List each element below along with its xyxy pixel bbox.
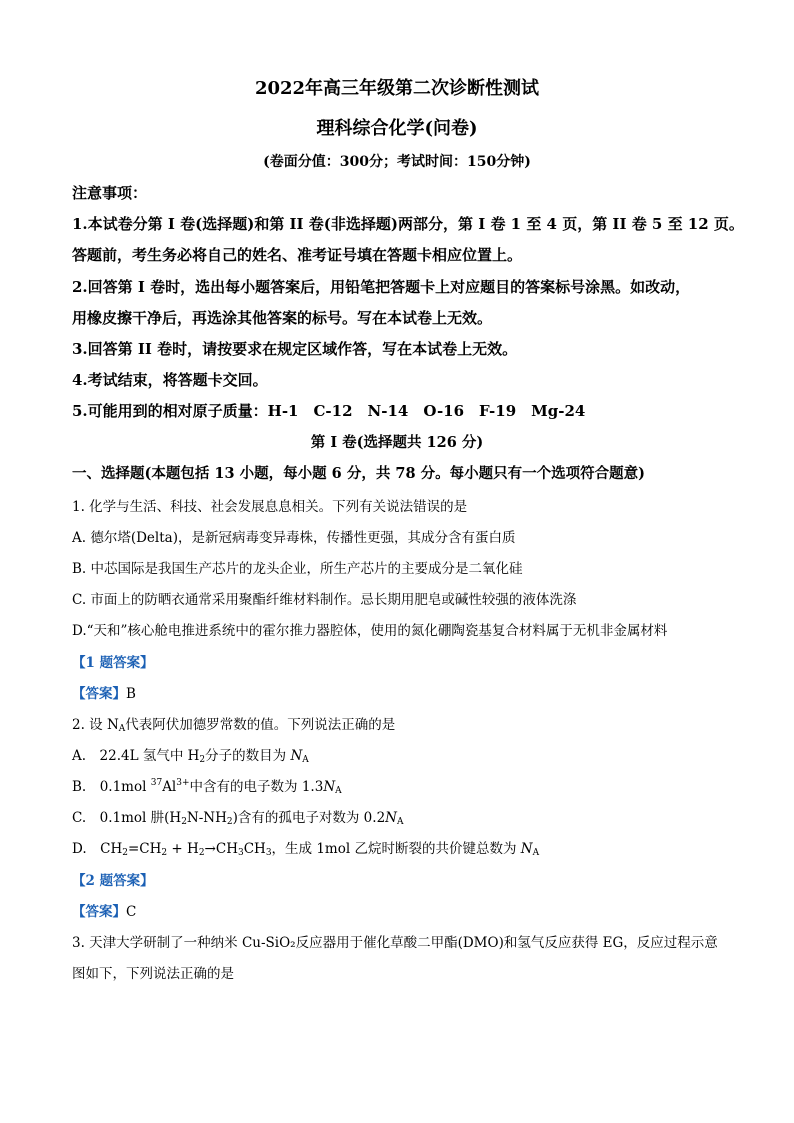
q1-option-b: B. 中芯国际是我国生产芯片的龙头企业，所生产芯片的主要成分是二氧化硅	[72, 561, 523, 577]
q2-answer-heading: 【2 题答案】	[72, 873, 154, 889]
q3-stem-line-1: 3. 天津大学研制了一种纳米 Cu-SiO₂反应器用于催化草酸二甲酯(DMO)和氢气反应获得 EG，反应过程示意	[72, 935, 718, 951]
q2-option-a: A. 22.4L 氢气中 $H_2$分子的数目为 $N_A$	[72, 748, 309, 765]
q3-stem-line-2: 图如下，下列说法正确的是	[72, 966, 234, 982]
q2-option-d: D. $CH_2=CH_2 + H_2\to CH_3CH_3$，生成 1mol 乙烷时断裂的共价键总数为 $N_A$	[72, 841, 540, 858]
notice-line-1b: 答题前，考生务必将自己的姓名、准考证号填在答题卡相应位置上。	[72, 246, 523, 264]
q1-option-c: C. 市面上的防晒衣通常采用聚酯纤维材料制作。忌长期用肥皂或碱性较强的液体洗涤	[72, 592, 577, 608]
q1-answer-tag: 【答案】	[72, 686, 126, 702]
q2-stem: 2. 设 $N_A$代表阿伏加德罗常数的值。下列说法正确的是	[72, 717, 396, 734]
q2-answer	[72, 900, 136, 920]
part-title: 第 I 卷(选择题共 126 分)	[310, 434, 484, 451]
section-heading: 一、选择题(本题包括 13 小题，每小题 6 分，共 78 分。每小题只有一个选项符合题意)	[72, 465, 645, 482]
notice-heading: 注意事项：	[72, 184, 148, 202]
page-title: 2022年高三年级第二次诊断性测试	[254, 78, 540, 99]
q1-option-d: D.“天和”核心舱电推进系统中的霍尔推力器腔体，使用的氮化硼陶瓷基复合材料属于无机非金属材料	[72, 623, 668, 639]
notice-line-3: 3.回答第 II 卷时，请按要求在规定区域作答，写在本试卷上无效。	[72, 340, 518, 358]
page-subtitle: 理科综合化学(问卷)	[316, 118, 478, 139]
q1-option-a: A. 德尔塔(Delta)，是新冠病毒变异毒株，传播性更强，其成分含有蛋白质	[72, 530, 516, 546]
q1-answer-heading: 【1 题答案】	[72, 655, 154, 671]
q1-stem: 1. 化学与生活、科技、社会发展息息相关。下列有关说法错误的是	[72, 499, 468, 515]
q2-option-c: C. 0.1mol 肼$(H_2N-NH_2)$含有的孤电子对数为 $0.2N_A$	[72, 810, 404, 827]
notice-line-2a: 2.回答第 I 卷时，选出每小题答案后，用铅笔把答题卡上对应题目的答案标号涂黑。如改动，	[72, 278, 691, 296]
notice-line-1a: 1.本试卷分第 I 卷(选择题)和第 II 卷(非选择题)两部分，第 I 卷 1 至 4 页，第 II 卷 5 至 12 页。	[72, 215, 744, 233]
notice-line-4: 4.考试结束，将答题卡交回。	[72, 371, 268, 389]
q1-answer-value: B	[126, 686, 136, 702]
q1-answer	[72, 682, 136, 702]
notice-line-2b: 用橡皮擦干净后，再选涂其他答案的标号。写在本试卷上无效。	[72, 309, 493, 327]
q2-answer-value: C	[126, 904, 137, 920]
exam-info: (卷面分值：300分；考试时间：150分钟)	[263, 154, 531, 170]
q2-option-b: B. 0.1mol $^{37}Al^{3+}$中含有的电子数为 $1.3N_A$	[72, 778, 342, 796]
q2-answer-tag: 【答案】	[72, 904, 126, 920]
notice-line-5: 5.可能用到的相对原子质量：H-1 C-12 N-14 O-16 F-19 Mg-24	[72, 402, 586, 420]
